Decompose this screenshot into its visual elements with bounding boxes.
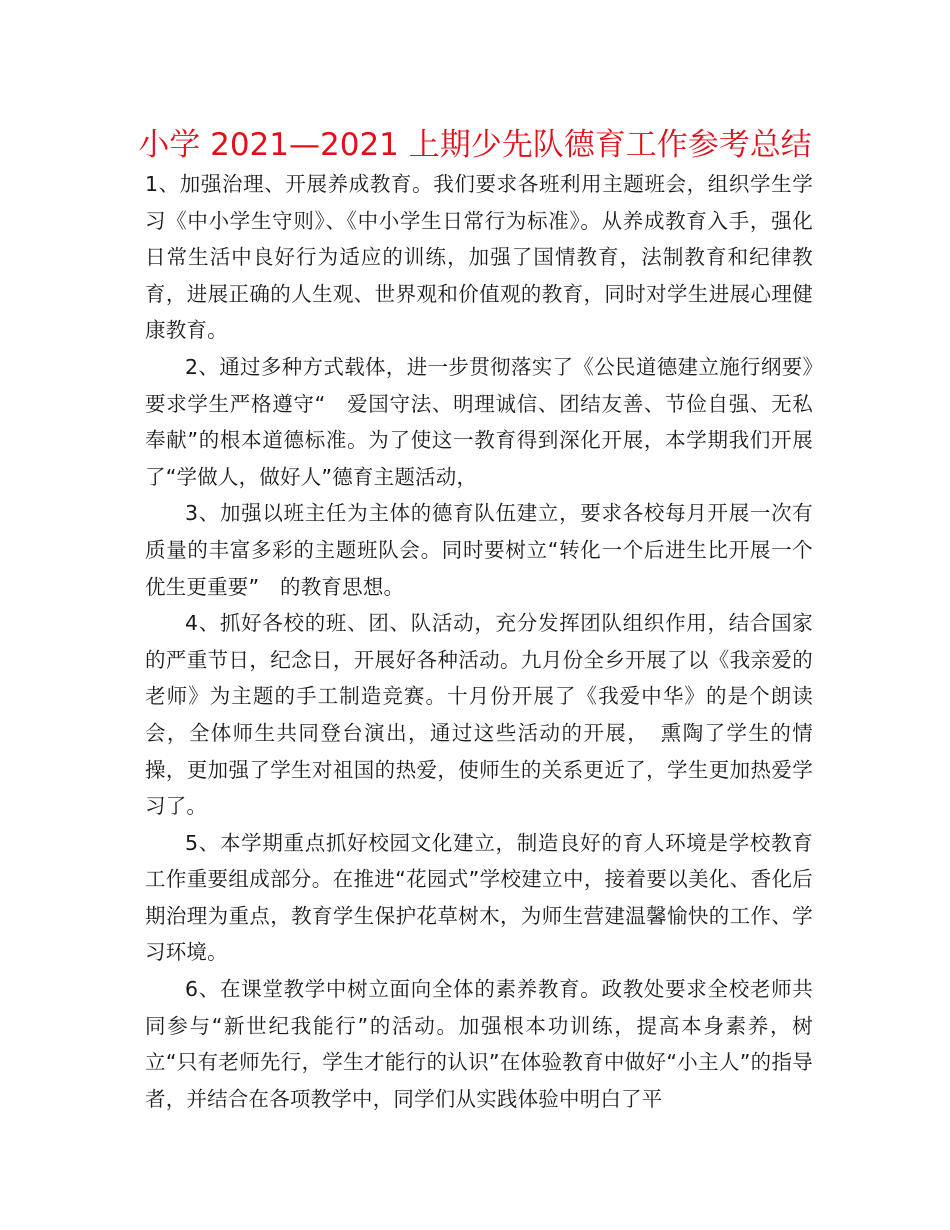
paragraph-1: 1、加强治理、开展养成教育。我们要求各班利用主题班会，组织学生学习《中小学生守则》、《中小学生日常行为标准》。从养成教育入手，强化日常生活中良好行为适应的训练，加强了国情教育，法制教育和纪律教育，进展正确的人生观、世界观和价值观的教育，同时对学生进展心理健康教育。 [145, 172, 813, 343]
document-body [145, 166, 813, 1117]
paragraph-2: 2、通过多种方式载体，进一步贯彻落实了《公民道德建立施行纲要》要求学生严格遵守“ 爱国守法、明理诚信、团结友善、节俭自强、无私奉献”的根本道德标准。为了使这一教育得到深化开展，本学期我们开展了“学做人，做好人”德育主题活动， [145, 354, 813, 489]
document-title: 小学 2021—2021 上期少先队德育工作参考总结 [138, 127, 812, 163]
paragraph-4: 4、抓好各校的班、团、队活动，充分发挥团队组织作用，结合国家的严重节日，纪念日，开展好各种活动。九月份全乡开展了以《我亲爱的老师》为主题的手工制造竞赛。十月份开展了《我爱中华》的是个朗读会，全体师生共同登台演出，通过这些活动的开展， 熏陶了学生的情操，更加强了学生对祖国的热爱，使师生的关系更近了，学生更加热爱学习了。 [145, 611, 813, 819]
paragraph-6: 6、在课堂教学中树立面向全体的素养教育。政教处要求全校老师共同参与“新世纪我能行”的活动。加强根本功训练，提高本身素养，树立“只有老师先行，学生才能行的认识”在体验教育中做好“小主人”的指导者，并结合在各项教学中，同学们从实践体验中明白了平 [145, 977, 813, 1111]
paragraph-5: 5、本学期重点抓好校园文化建立，制造良好的育人环境是学校教育工作重要组成部分。在推进“花园式”学校建立中，接着要以美化、香化后期治理为重点，教育学生保护花草树木，为师生营建温馨愉快的工作、学习环境。 [145, 830, 813, 965]
paragraph-3: 3、加强以班主任为主体的德育队伍建立，要求各校每月开展一次有质量的丰富多彩的主题班队会。同时要树立“转化一个后进生比开展一个优生更重要” 的教育思想。 [145, 501, 813, 599]
